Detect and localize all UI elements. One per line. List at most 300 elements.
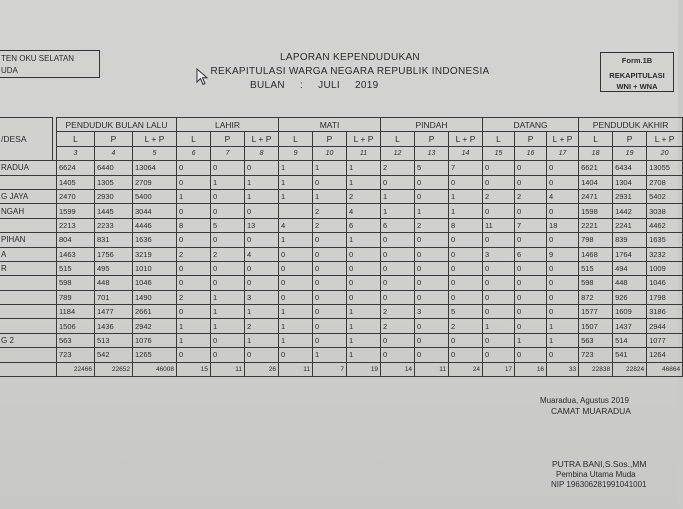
table-cell: 515 bbox=[57, 261, 95, 275]
table-cell: 0 bbox=[177, 204, 211, 218]
table-cell: 11 bbox=[211, 362, 245, 376]
table-cell: 0 bbox=[415, 319, 449, 333]
table-cell: 1 bbox=[347, 319, 381, 333]
table-cell: 1076 bbox=[133, 333, 177, 347]
table-cell: 6624 bbox=[57, 161, 95, 175]
group-header: PINDAH bbox=[381, 118, 483, 132]
table-cell: 0 bbox=[245, 204, 279, 218]
desa-name: A bbox=[0, 247, 57, 261]
table-cell: 2 bbox=[381, 161, 415, 175]
desa-name: RADUA bbox=[0, 161, 57, 175]
desa-name bbox=[0, 218, 57, 232]
table-cell: 0 bbox=[415, 175, 449, 189]
table-cell: 0 bbox=[449, 290, 483, 304]
table-cell: 5 bbox=[211, 218, 245, 232]
table-cell: 33 bbox=[547, 362, 579, 376]
table-cell: 4 bbox=[347, 204, 381, 218]
table-cell: 11 bbox=[279, 362, 313, 376]
table-cell: 0 bbox=[313, 261, 347, 275]
table-cell: 723 bbox=[57, 348, 95, 362]
table-cell: 1577 bbox=[579, 305, 613, 319]
table-cell: 0 bbox=[313, 305, 347, 319]
table-cell: 22652 bbox=[95, 362, 133, 376]
table-row bbox=[0, 233, 683, 247]
table-cell: 1598 bbox=[579, 204, 613, 218]
sub-header: L bbox=[381, 132, 415, 146]
table-cell: 7 bbox=[313, 362, 347, 376]
group-header: LAHIR bbox=[177, 118, 279, 132]
mouse-pointer-icon bbox=[196, 68, 208, 86]
table-cell: 6440 bbox=[95, 161, 133, 175]
column-number: 5 bbox=[133, 146, 177, 160]
table-cell: 0 bbox=[211, 333, 245, 347]
table-cell: 1 bbox=[177, 333, 211, 347]
table-cell: 0 bbox=[279, 276, 313, 290]
table-row bbox=[0, 362, 683, 376]
table-cell: 6 bbox=[381, 218, 415, 232]
table-row bbox=[0, 204, 683, 218]
table-cell: 0 bbox=[279, 247, 313, 261]
table-cell: 0 bbox=[279, 261, 313, 275]
desa-name bbox=[0, 362, 57, 376]
sub-header: L + P bbox=[133, 132, 177, 146]
sub-header: L bbox=[57, 132, 95, 146]
region-line-2: UDA bbox=[1, 66, 18, 75]
table-cell: 2 bbox=[313, 218, 347, 232]
table-cell: 0 bbox=[381, 348, 415, 362]
table-cell: 0 bbox=[381, 333, 415, 347]
table-cell: 18 bbox=[547, 218, 579, 232]
table-cell: 0 bbox=[347, 261, 381, 275]
table-cell: 0 bbox=[515, 348, 547, 362]
table-cell: 0 bbox=[211, 261, 245, 275]
group-header: MATI bbox=[279, 118, 381, 132]
table-cell: 542 bbox=[95, 348, 133, 362]
form-scope: WNI + WNA bbox=[616, 82, 658, 91]
table-cell: 0 bbox=[483, 233, 515, 247]
desa-name: NGAH bbox=[0, 204, 57, 218]
table-cell: 2221 bbox=[579, 218, 613, 232]
form-code: Form.1B bbox=[621, 56, 653, 65]
table-cell: 0 bbox=[415, 233, 449, 247]
desa-name bbox=[0, 276, 57, 290]
table-cell: 1 bbox=[515, 333, 547, 347]
table-cell: 2213 bbox=[57, 218, 95, 232]
table-cell: 2709 bbox=[133, 175, 177, 189]
table-cell: 0 bbox=[547, 204, 579, 218]
table-cell: 2 bbox=[381, 319, 415, 333]
table-cell: 0 bbox=[415, 189, 449, 203]
table-cell: 1599 bbox=[57, 204, 95, 218]
table-cell: 13 bbox=[245, 218, 279, 232]
table-cell: 2233 bbox=[95, 218, 133, 232]
table-cell: 1 bbox=[211, 319, 245, 333]
table-cell: 2 bbox=[381, 305, 415, 319]
table-cell: 0 bbox=[515, 161, 547, 175]
sub-header: L + P bbox=[347, 132, 381, 146]
table-cell: 1009 bbox=[647, 261, 683, 275]
table-cell: 1265 bbox=[133, 348, 177, 362]
table-cell: 24 bbox=[449, 362, 483, 376]
table-cell: 0 bbox=[415, 276, 449, 290]
table-cell: 0 bbox=[483, 161, 515, 175]
table-cell: 0 bbox=[449, 276, 483, 290]
table-cell: 598 bbox=[579, 276, 613, 290]
table-row bbox=[0, 161, 683, 175]
table-cell bbox=[279, 204, 313, 218]
table-cell: 494 bbox=[613, 261, 647, 275]
table-cell: 13055 bbox=[647, 161, 683, 175]
table-row bbox=[0, 175, 683, 189]
table-cell: 0 bbox=[211, 348, 245, 362]
table-cell: 563 bbox=[579, 333, 613, 347]
table-cell: 1 bbox=[279, 233, 313, 247]
table-cell: 7 bbox=[515, 218, 547, 232]
table-cell: 17 bbox=[483, 362, 515, 376]
table-cell: 0 bbox=[515, 319, 547, 333]
table-cell: 2 bbox=[313, 204, 347, 218]
table-cell: 8 bbox=[449, 218, 483, 232]
table-cell: 541 bbox=[613, 348, 647, 362]
sign-rank: Pembina Utama Muda bbox=[556, 470, 636, 479]
table-cell: 1 bbox=[245, 189, 279, 203]
table-cell: 0 bbox=[245, 276, 279, 290]
table-row bbox=[0, 348, 683, 362]
table-cell: 513 bbox=[95, 333, 133, 347]
month-separator: : bbox=[299, 80, 304, 91]
table-cell: 3232 bbox=[647, 247, 683, 261]
table-cell: 19 bbox=[347, 362, 381, 376]
table-cell: 1 bbox=[313, 189, 347, 203]
table-cell: 0 bbox=[381, 276, 415, 290]
table-row bbox=[0, 218, 683, 232]
table-cell: 1 bbox=[245, 333, 279, 347]
table-cell: 5402 bbox=[647, 189, 683, 203]
table-cell: 3219 bbox=[133, 247, 177, 261]
table-cell: 13064 bbox=[133, 161, 177, 175]
table-cell: 1 bbox=[245, 305, 279, 319]
table-cell: 22824 bbox=[613, 362, 647, 376]
table-cell: 1 bbox=[449, 204, 483, 218]
table-cell: 0 bbox=[177, 348, 211, 362]
sub-header: P bbox=[211, 132, 245, 146]
table-cell: 514 bbox=[613, 333, 647, 347]
table-cell: 1 bbox=[347, 333, 381, 347]
column-number: 4 bbox=[95, 146, 133, 160]
table-cell: 22466 bbox=[57, 362, 95, 376]
table-cell: 872 bbox=[579, 290, 613, 304]
table-cell: 3 bbox=[245, 290, 279, 304]
table-cell: 926 bbox=[613, 290, 647, 304]
table-cell: 1304 bbox=[613, 175, 647, 189]
table-cell: 1442 bbox=[613, 204, 647, 218]
population-table bbox=[0, 117, 683, 377]
table-cell: 0 bbox=[483, 204, 515, 218]
table-cell: 1 bbox=[347, 233, 381, 247]
column-number: 3 bbox=[57, 146, 95, 160]
table-cell: 1445 bbox=[95, 204, 133, 218]
desa-name bbox=[0, 305, 57, 319]
table-row bbox=[0, 261, 683, 275]
desa-name bbox=[0, 290, 57, 304]
table-cell: 2470 bbox=[57, 189, 95, 203]
table-cell: 0 bbox=[177, 175, 211, 189]
table-cell: 5 bbox=[449, 305, 483, 319]
table-cell: 1 bbox=[483, 319, 515, 333]
table-cell: 3 bbox=[415, 305, 449, 319]
table-cell: 0 bbox=[449, 333, 483, 347]
table-cell: 0 bbox=[547, 305, 579, 319]
table-cell: 789 bbox=[57, 290, 95, 304]
table-cell: 0 bbox=[177, 161, 211, 175]
table-cell: 1 bbox=[177, 319, 211, 333]
table-cell: 0 bbox=[313, 276, 347, 290]
table-cell: 2 bbox=[515, 189, 547, 203]
table-cell: 1 bbox=[279, 161, 313, 175]
table-cell: 1609 bbox=[613, 305, 647, 319]
table-cell: 0 bbox=[211, 204, 245, 218]
region-box bbox=[0, 50, 100, 78]
table-cell: 2471 bbox=[579, 189, 613, 203]
table-cell: 4 bbox=[245, 247, 279, 261]
table-cell: 0 bbox=[211, 233, 245, 247]
table-cell: 22838 bbox=[579, 362, 613, 376]
table-cell: 4462 bbox=[647, 218, 683, 232]
column-number: 8 bbox=[245, 146, 279, 160]
sub-header: L bbox=[483, 132, 515, 146]
column-number: 7 bbox=[211, 146, 245, 160]
table-cell: 1636 bbox=[133, 233, 177, 247]
table-cell: 1 bbox=[547, 319, 579, 333]
table-cell: 0 bbox=[279, 348, 313, 362]
table-cell: 26 bbox=[245, 362, 279, 376]
desa-name bbox=[0, 348, 57, 362]
table-cell: 1463 bbox=[57, 247, 95, 261]
table-cell: 1 bbox=[415, 204, 449, 218]
month-value: JULI 2019 bbox=[318, 80, 379, 91]
table-cell: 11 bbox=[483, 218, 515, 232]
table-cell: 2 bbox=[211, 247, 245, 261]
table-cell: 11 bbox=[415, 362, 449, 376]
group-header: DATANG bbox=[483, 118, 579, 132]
table-cell: 3038 bbox=[647, 204, 683, 218]
table-cell: 1405 bbox=[57, 175, 95, 189]
table-cell: 1077 bbox=[647, 333, 683, 347]
table-cell: 1764 bbox=[613, 247, 647, 261]
table-cell: 0 bbox=[211, 161, 245, 175]
table-cell: 0 bbox=[279, 290, 313, 304]
table-cell: 2708 bbox=[647, 175, 683, 189]
table-cell: 1 bbox=[279, 189, 313, 203]
table-cell: 2 bbox=[449, 319, 483, 333]
desa-name: PIHAN bbox=[0, 233, 57, 247]
table-cell: 0 bbox=[381, 175, 415, 189]
table-cell: 1010 bbox=[133, 261, 177, 275]
group-header: PENDUDUK AKHIR bbox=[579, 118, 683, 132]
sub-header: L + P bbox=[449, 132, 483, 146]
table-cell: 1264 bbox=[647, 348, 683, 362]
table-cell: 0 bbox=[483, 290, 515, 304]
table-cell: 798 bbox=[579, 233, 613, 247]
region-line-1: TEN OKU SELATAN bbox=[1, 54, 75, 63]
desa-name: R bbox=[0, 261, 57, 275]
table-row bbox=[0, 333, 683, 347]
table-cell: 2 bbox=[347, 189, 381, 203]
table-cell: 5400 bbox=[133, 189, 177, 203]
table-cell: 2241 bbox=[613, 218, 647, 232]
table-cell: 0 bbox=[347, 247, 381, 261]
table-cell: 0 bbox=[211, 276, 245, 290]
table-cell: 0 bbox=[245, 261, 279, 275]
table-cell: 1 bbox=[211, 305, 245, 319]
table-cell: 1046 bbox=[647, 276, 683, 290]
table-cell: 0 bbox=[177, 233, 211, 247]
table-cell: 0 bbox=[547, 175, 579, 189]
table-cell: 1 bbox=[313, 161, 347, 175]
table-cell: 831 bbox=[95, 233, 133, 247]
table-cell: 0 bbox=[449, 233, 483, 247]
column-number: 11 bbox=[347, 146, 381, 160]
table-cell: 1 bbox=[449, 189, 483, 203]
table-cell: 0 bbox=[313, 233, 347, 247]
column-number: 18 bbox=[579, 146, 613, 160]
table-cell: 1 bbox=[347, 305, 381, 319]
table-cell: 1 bbox=[347, 161, 381, 175]
table-cell: 0 bbox=[347, 276, 381, 290]
table-cell: 0 bbox=[547, 348, 579, 362]
table-cell: 0 bbox=[515, 290, 547, 304]
table-cell: 0 bbox=[381, 247, 415, 261]
column-number: 13 bbox=[415, 146, 449, 160]
column-number: 20 bbox=[647, 146, 683, 160]
table-cell: 0 bbox=[313, 175, 347, 189]
table-cell: 1184 bbox=[57, 305, 95, 319]
sign-name: PUTRA BANI,S.Sos.,MM bbox=[552, 459, 647, 469]
sign-role: CAMAT MUARADUA bbox=[551, 406, 631, 416]
table-cell: 1 bbox=[279, 333, 313, 347]
column-number: 14 bbox=[449, 146, 483, 160]
sub-header: L + P bbox=[647, 132, 683, 146]
column-number: 19 bbox=[613, 146, 647, 160]
table-cell: 0 bbox=[245, 348, 279, 362]
table-cell: 1 bbox=[547, 333, 579, 347]
table-row bbox=[0, 247, 683, 261]
table-cell: 46864 bbox=[647, 362, 683, 376]
table-cell: 0 bbox=[381, 261, 415, 275]
table-cell: 1305 bbox=[95, 175, 133, 189]
table-cell: 2 bbox=[483, 189, 515, 203]
table-cell: 0 bbox=[547, 290, 579, 304]
table-cell: 2661 bbox=[133, 305, 177, 319]
table-cell: 4 bbox=[279, 218, 313, 232]
table-cell: 0 bbox=[415, 261, 449, 275]
sub-header: P bbox=[95, 132, 133, 146]
table-cell: 0 bbox=[245, 161, 279, 175]
table-cell: 1477 bbox=[95, 305, 133, 319]
table-cell: 0 bbox=[177, 305, 211, 319]
sub-header: L bbox=[177, 132, 211, 146]
table-cell: 1798 bbox=[647, 290, 683, 304]
table-cell: 1756 bbox=[95, 247, 133, 261]
table-row bbox=[0, 319, 683, 333]
table-cell: 0 bbox=[515, 305, 547, 319]
report-subtitle: REKAPITULASI WARGA NEGARA REPUBLIK INDONESIA bbox=[210, 66, 490, 77]
table-row bbox=[0, 290, 683, 304]
table-cell: 1 bbox=[347, 348, 381, 362]
table-cell: 0 bbox=[313, 247, 347, 261]
table-row bbox=[0, 189, 683, 203]
table-cell: 1437 bbox=[613, 319, 647, 333]
table-cell: 3044 bbox=[133, 204, 177, 218]
table-cell: 0 bbox=[483, 348, 515, 362]
desa-name bbox=[0, 319, 57, 333]
table-cell: 15 bbox=[177, 362, 211, 376]
table-cell: 0 bbox=[515, 276, 547, 290]
table-cell: 6434 bbox=[613, 161, 647, 175]
table-cell: 839 bbox=[613, 233, 647, 247]
table-cell: 0 bbox=[313, 319, 347, 333]
column-number: 9 bbox=[279, 146, 313, 160]
table-cell: 2 bbox=[177, 247, 211, 261]
table-cell: 1490 bbox=[133, 290, 177, 304]
table-cell: 0 bbox=[483, 276, 515, 290]
sign-nip: NIP 196306281991041001 bbox=[551, 480, 647, 489]
table-cell: 0 bbox=[547, 161, 579, 175]
table-cell: 0 bbox=[415, 247, 449, 261]
table-cell: 1 bbox=[245, 175, 279, 189]
table-cell: 1 bbox=[347, 175, 381, 189]
table-cell: 0 bbox=[245, 233, 279, 247]
table-cell: 16 bbox=[515, 362, 547, 376]
table-cell: 0 bbox=[547, 233, 579, 247]
table-cell: 1 bbox=[279, 319, 313, 333]
sub-header: L bbox=[579, 132, 613, 146]
table-cell: 0 bbox=[515, 175, 547, 189]
table-cell: 0 bbox=[515, 261, 547, 275]
table-cell: 723 bbox=[579, 348, 613, 362]
table-cell: 2944 bbox=[647, 319, 683, 333]
table-cell: 0 bbox=[449, 261, 483, 275]
column-number: 12 bbox=[381, 146, 415, 160]
table-row bbox=[0, 276, 683, 290]
table-cell: 8 bbox=[177, 218, 211, 232]
group-header: PENDUDUK BULAN LALU bbox=[57, 118, 177, 132]
sub-header: P bbox=[515, 132, 547, 146]
table-cell: 0 bbox=[347, 290, 381, 304]
table-cell: 14 bbox=[381, 362, 415, 376]
table-cell: 6 bbox=[347, 218, 381, 232]
column-number: 17 bbox=[547, 146, 579, 160]
sub-header: P bbox=[313, 132, 347, 146]
table-cell: 1468 bbox=[579, 247, 613, 261]
table-cell: 0 bbox=[515, 233, 547, 247]
sub-header: P bbox=[415, 132, 449, 146]
table-cell: 46008 bbox=[133, 362, 177, 376]
table-cell: 598 bbox=[57, 276, 95, 290]
table-cell: 495 bbox=[95, 261, 133, 275]
table-cell: 0 bbox=[449, 247, 483, 261]
form-type: REKAPITULASI bbox=[609, 71, 665, 80]
table-cell: 4 bbox=[547, 189, 579, 203]
table-cell: 2 bbox=[245, 319, 279, 333]
table-cell: 0 bbox=[177, 261, 211, 275]
table-cell: 1506 bbox=[57, 319, 95, 333]
table-cell: 0 bbox=[483, 261, 515, 275]
table-cell: 2 bbox=[415, 218, 449, 232]
table-cell: 0 bbox=[415, 333, 449, 347]
table-cell: 0 bbox=[547, 261, 579, 275]
table-cell: 0 bbox=[177, 276, 211, 290]
